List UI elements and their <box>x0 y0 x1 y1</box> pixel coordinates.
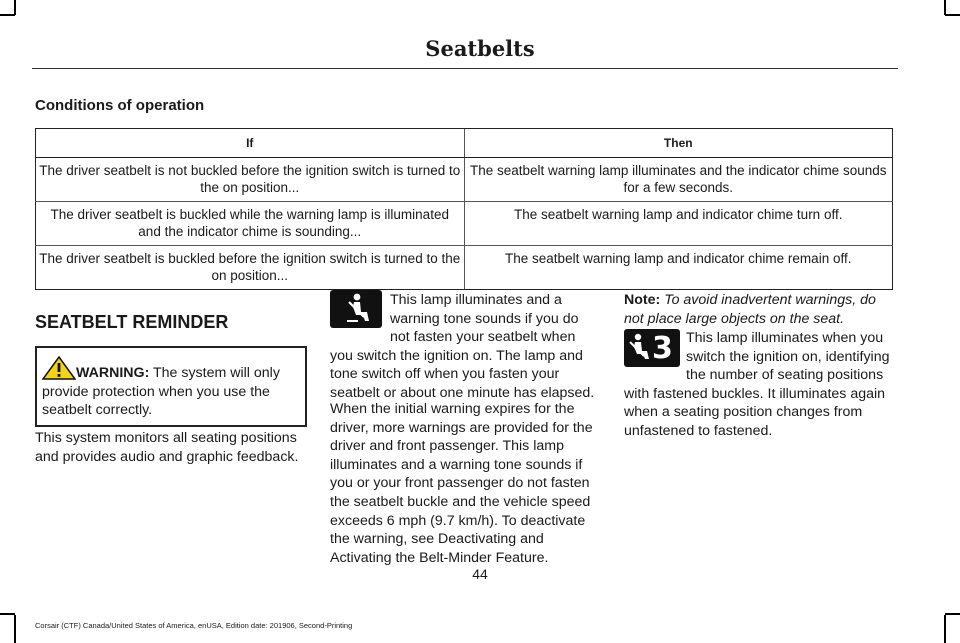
crop-mark <box>945 14 960 16</box>
warning-text: The system will only provide protection when you use the seatbelt correctly. <box>42 365 280 419</box>
page-number: 44 <box>472 566 488 582</box>
conditions-table <box>35 128 893 290</box>
crop-mark <box>14 0 16 15</box>
right-lamp-text: This lamp illuminates when you switch the ignition on, identifying the number of seating positions with fastened buckles. It illuminates again when a seating position changes from unfastened to fastened. <box>624 330 890 439</box>
table-cell-then: The seatbelt warning lamp and indicator chime turn off. <box>464 202 893 246</box>
table-cell-if: The driver seatbelt is buckled before the ignition switch is turned to the on position... <box>36 246 465 290</box>
seatbelt-reminder-heading: SEATBELT REMINDER <box>35 312 229 332</box>
note-label: Note: <box>624 292 661 308</box>
middle-lamp-text: This lamp illuminates and a warning tone sounds if you do not fasten your seatbelt when you switch the ignition on. The lamp and tone switch off when you fasten your seatbelt or about one minute has elapsed. <box>330 292 595 401</box>
warning-label: WARNING: <box>76 365 150 381</box>
table-row <box>36 246 893 290</box>
crop-mark <box>0 14 15 16</box>
seatbelt-count-number: 3 <box>652 331 673 366</box>
right-lamp-text-wrap <box>624 329 894 441</box>
table-cell-then: The seatbelt warning lamp and indicator chime remain off. <box>464 246 893 290</box>
note <box>624 291 896 328</box>
table-cell-if: The driver seatbelt is buckled while the warning lamp is illuminated and the indicator chime is sounding... <box>36 202 465 246</box>
table-cell-if: The driver seatbelt is not buckled before the ignition switch is turned to the on position... <box>36 158 465 202</box>
icon-spacer <box>330 291 390 329</box>
footer-edition-info: Corsair (CTF) Canada/United States of America, enUSA, Edition date: 201906, Second-Printing <box>35 621 353 630</box>
note-text: To avoid inadvertent warnings, do not place large objects on the seat. <box>624 292 876 327</box>
middle-paragraph: When the initial warning expires for the driver, more warnings are provided for the driver and front passenger. This lamp illuminates and a warning tone sounds if you or your front passenger do not fasten the seatbelt buckle and the vehicle speed exceeds 6 mph (9.7 km/h). To deactivate the warning, see Deactivating and Activating the Belt-Minder Feature. <box>330 401 593 566</box>
table-row <box>36 202 893 246</box>
table-header-row <box>36 129 893 158</box>
reminder-paragraph: This system monitors all seating positions and provides audio and graphic feedback. <box>35 430 299 465</box>
column-header-then: Then <box>464 129 893 158</box>
icon-spacer <box>624 329 686 369</box>
middle-lamp-text-wrap <box>330 291 600 403</box>
crop-mark <box>0 613 15 615</box>
table-row <box>36 158 893 202</box>
crop-mark <box>945 613 960 615</box>
crop-mark <box>944 615 946 643</box>
table-cell-then: The seatbelt warning lamp illuminates and the indicator chime sounds for a few seconds. <box>464 158 893 202</box>
crop-mark <box>944 0 946 15</box>
header-divider <box>32 68 898 69</box>
page-header-title: Seatbelts <box>425 36 535 61</box>
section-title: Conditions of operation <box>35 97 205 114</box>
warning-triangle-icon <box>42 356 76 380</box>
warning-box <box>35 346 307 427</box>
column-header-if: If <box>36 129 465 158</box>
crop-mark <box>14 615 16 643</box>
